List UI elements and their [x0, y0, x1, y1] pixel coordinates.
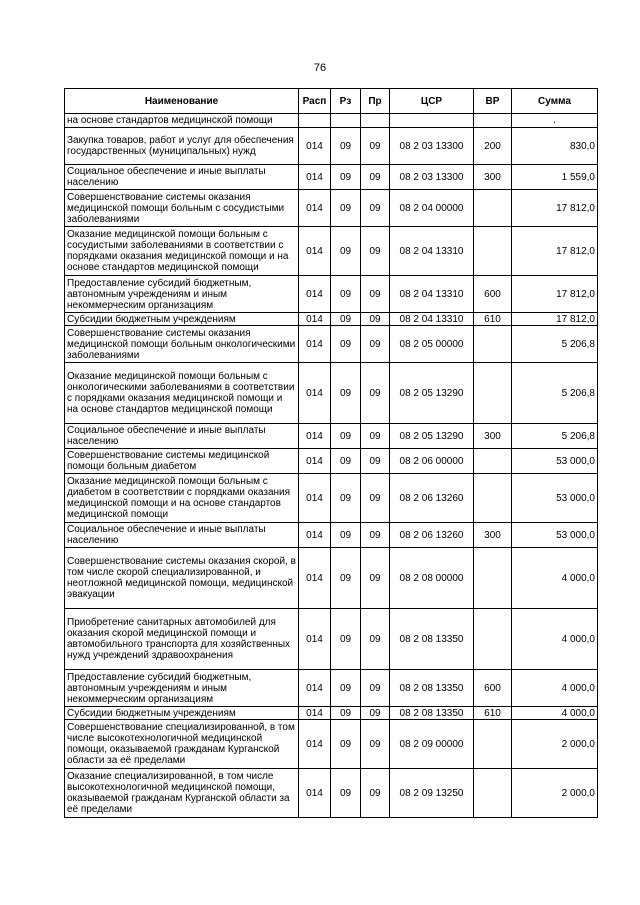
cell-sum: . [512, 114, 598, 128]
cell-rz: 09 [331, 548, 361, 609]
cell-sum: 4 000,0 [512, 609, 598, 670]
cell-pr: 09 [361, 720, 390, 769]
cell-sum: 5 206,8 [512, 424, 598, 449]
cell-rz: 09 [331, 670, 361, 707]
cell-rz: 09 [331, 128, 361, 165]
cell-vr [474, 548, 512, 609]
cell-vr [474, 326, 512, 363]
cell-vr [474, 227, 512, 276]
cell-sum: 5 206,8 [512, 363, 598, 424]
cell-vr: 300 [474, 165, 512, 190]
table-body [65, 114, 598, 818]
cell-rasp: 014 [299, 363, 331, 424]
cell-sum: 4 000,0 [512, 670, 598, 707]
cell-rz: 09 [331, 165, 361, 190]
table-row [65, 165, 598, 190]
cell-rasp: 014 [299, 707, 331, 720]
cell-sum: 4 000,0 [512, 548, 598, 609]
table-row [65, 190, 598, 227]
table-row [65, 523, 598, 548]
cell-vr [474, 609, 512, 670]
cell-csr: 08 2 08 13350 [390, 707, 474, 720]
cell-name: на основе стандартов медицинской помощи [65, 114, 299, 128]
page-number: 76 [313, 62, 327, 74]
cell-rasp: 014 [299, 670, 331, 707]
cell-vr: 200 [474, 128, 512, 165]
cell-sum: 4 000,0 [512, 707, 598, 720]
cell-sum: 53 000,0 [512, 449, 598, 474]
cell-name: Социальное обеспечение и иные выплаты населению [65, 424, 299, 449]
table-row [65, 424, 598, 449]
cell-rasp: 014 [299, 227, 331, 276]
cell-rasp: 014 [299, 326, 331, 363]
cell-csr: 08 2 05 13290 [390, 424, 474, 449]
cell-vr [474, 363, 512, 424]
cell-sum: 17 812,0 [512, 276, 598, 313]
cell-rz: 09 [331, 609, 361, 670]
cell-rz [331, 114, 361, 128]
table-row [65, 769, 598, 818]
cell-rz: 09 [331, 424, 361, 449]
cell-sum: 53 000,0 [512, 523, 598, 548]
cell-pr: 09 [361, 523, 390, 548]
cell-rasp: 014 [299, 449, 331, 474]
cell-rz: 09 [331, 720, 361, 769]
cell-pr: 09 [361, 424, 390, 449]
cell-name: Социальное обеспечение и иные выплаты населению [65, 165, 299, 190]
cell-vr: 600 [474, 276, 512, 313]
cell-rz: 09 [331, 474, 361, 523]
cell-vr: 300 [474, 424, 512, 449]
cell-name: Закупка товаров, работ и услуг для обеспечения государственных (муниципальных) нужд [65, 128, 299, 165]
cell-csr: 08 2 06 00000 [390, 449, 474, 474]
cell-rz: 09 [331, 363, 361, 424]
cell-csr: 08 2 05 13290 [390, 363, 474, 424]
table-row [65, 720, 598, 769]
cell-name: Оказание медицинской помощи больным с сосудистыми заболеваниями в соответствии с порядками оказания медицинской помощи и на основе стандартов медицинской помощи [65, 227, 299, 276]
cell-sum: 830,0 [512, 128, 598, 165]
header-name: Наименование [65, 89, 299, 114]
cell-rasp: 014 [299, 190, 331, 227]
cell-name: Совершенствование специализированной, в том числе высокотехнологичной медицинской помощи, оказываемой гражданам Курганской области за её пределами [65, 720, 299, 769]
cell-csr: 08 2 04 13310 [390, 313, 474, 326]
cell-name: Предоставление субсидий бюджетным, автономным учреждениям и иным некоммерческим организациям [65, 670, 299, 707]
cell-rz: 09 [331, 313, 361, 326]
cell-rz: 09 [331, 523, 361, 548]
cell-pr: 09 [361, 609, 390, 670]
cell-sum: 17 812,0 [512, 227, 598, 276]
cell-pr: 09 [361, 707, 390, 720]
cell-name: Совершенствование системы оказания скорой, в том числе скорой специализированной, и неотложной медицинской помощи, медицинской эвакуации [65, 548, 299, 609]
cell-csr: 08 2 09 00000 [390, 720, 474, 769]
cell-rz: 09 [331, 326, 361, 363]
cell-csr: 08 2 08 00000 [390, 548, 474, 609]
cell-csr: 08 2 09 13250 [390, 769, 474, 818]
table-row [65, 227, 598, 276]
table-row [65, 128, 598, 165]
cell-vr [474, 114, 512, 128]
cell-rasp: 014 [299, 769, 331, 818]
cell-sum: 2 000,0 [512, 720, 598, 769]
cell-rasp: 014 [299, 523, 331, 548]
budget-table [64, 88, 598, 818]
cell-name: Субсидии бюджетным учреждениям [65, 707, 299, 720]
cell-rasp: 014 [299, 548, 331, 609]
cell-pr: 09 [361, 474, 390, 523]
cell-name: Приобретение санитарных автомобилей для оказания скорой медицинской помощи и автомобильного транспорта для хозяйственных нужд учреждений здравоохранения [65, 609, 299, 670]
cell-name: Предоставление субсидий бюджетным, автономным учреждениям и иным некоммерческим организациям [65, 276, 299, 313]
cell-sum: 2 000,0 [512, 769, 598, 818]
cell-pr: 09 [361, 128, 390, 165]
cell-csr: 08 2 06 13260 [390, 474, 474, 523]
cell-sum: 5 206,8 [512, 326, 598, 363]
cell-pr: 09 [361, 670, 390, 707]
cell-vr: 300 [474, 523, 512, 548]
cell-pr [361, 114, 390, 128]
cell-csr: 08 2 06 13260 [390, 523, 474, 548]
cell-csr: 08 2 03 13300 [390, 165, 474, 190]
cell-vr [474, 449, 512, 474]
header-rz: Рз [331, 89, 361, 114]
cell-rz: 09 [331, 449, 361, 474]
cell-name: Субсидии бюджетным учреждениям [65, 313, 299, 326]
table-row [65, 313, 598, 326]
cell-rz: 09 [331, 707, 361, 720]
cell-pr: 09 [361, 276, 390, 313]
cell-name: Совершенствование системы медицинской помощи больным диабетом [65, 449, 299, 474]
cell-rasp: 014 [299, 474, 331, 523]
cell-sum: 53 000,0 [512, 474, 598, 523]
table-row [65, 276, 598, 313]
cell-rz: 09 [331, 769, 361, 818]
header-rasp: Расп [299, 89, 331, 114]
table-row [65, 670, 598, 707]
cell-vr: 610 [474, 313, 512, 326]
cell-rasp: 014 [299, 165, 331, 190]
header-sum: Сумма [512, 89, 598, 114]
table-row [65, 449, 598, 474]
table-row [65, 326, 598, 363]
cell-sum: 1 559,0 [512, 165, 598, 190]
cell-rasp: 014 [299, 720, 331, 769]
cell-csr: 08 2 04 13310 [390, 276, 474, 313]
table-header [65, 89, 598, 114]
table-row [65, 548, 598, 609]
cell-name: Социальное обеспечение и иные выплаты населению [65, 523, 299, 548]
table-row [65, 363, 598, 424]
cell-rasp: 014 [299, 276, 331, 313]
cell-pr: 09 [361, 548, 390, 609]
cell-pr: 09 [361, 326, 390, 363]
cell-name: Оказание медицинской помощи больным с онкологическими заболеваниями в соответствии с порядками оказания медицинской помощи и на основе стандартов медицинской помощи [65, 363, 299, 424]
cell-rasp: 014 [299, 424, 331, 449]
cell-vr [474, 720, 512, 769]
cell-vr: 610 [474, 707, 512, 720]
cell-pr: 09 [361, 165, 390, 190]
cell-rz: 09 [331, 190, 361, 227]
cell-vr [474, 769, 512, 818]
cell-pr: 09 [361, 363, 390, 424]
cell-csr: 08 2 08 13350 [390, 670, 474, 707]
cell-vr: 600 [474, 670, 512, 707]
cell-rz: 09 [331, 276, 361, 313]
table-row [65, 114, 598, 128]
cell-pr: 09 [361, 449, 390, 474]
cell-sum: 17 812,0 [512, 313, 598, 326]
header-vr: ВР [474, 89, 512, 114]
cell-csr: 08 2 04 00000 [390, 190, 474, 227]
cell-vr [474, 190, 512, 227]
cell-rasp [299, 114, 331, 128]
cell-pr: 09 [361, 313, 390, 326]
table-row [65, 707, 598, 720]
cell-pr: 09 [361, 769, 390, 818]
cell-sum: 17 812,0 [512, 190, 598, 227]
cell-vr [474, 474, 512, 523]
cell-csr: 08 2 05 00000 [390, 326, 474, 363]
cell-name: Оказание медицинской помощи больным с диабетом в соответствии с порядками оказания медицинской помощи и на основе стандартов медицинской помощи [65, 474, 299, 523]
cell-csr [390, 114, 474, 128]
header-csr: ЦСР [390, 89, 474, 114]
cell-rz: 09 [331, 227, 361, 276]
cell-name: Совершенствование системы оказания медицинской помощи больным онкологическими заболеваниями [65, 326, 299, 363]
cell-csr: 08 2 03 13300 [390, 128, 474, 165]
cell-pr: 09 [361, 190, 390, 227]
table-row [65, 474, 598, 523]
header-pr: Пр [361, 89, 390, 114]
cell-csr: 08 2 04 13310 [390, 227, 474, 276]
cell-rasp: 014 [299, 128, 331, 165]
cell-name: Оказание специализированной, в том числе высокотехнологичной медицинской помощи, оказываемой гражданам Курганской области за её пределами [65, 769, 299, 818]
cell-rasp: 014 [299, 313, 331, 326]
cell-name: Совершенствование системы оказания медицинской помощи больным с сосудистыми заболеваниями [65, 190, 299, 227]
cell-rasp: 014 [299, 609, 331, 670]
cell-pr: 09 [361, 227, 390, 276]
cell-csr: 08 2 08 13350 [390, 609, 474, 670]
table-row [65, 609, 598, 670]
